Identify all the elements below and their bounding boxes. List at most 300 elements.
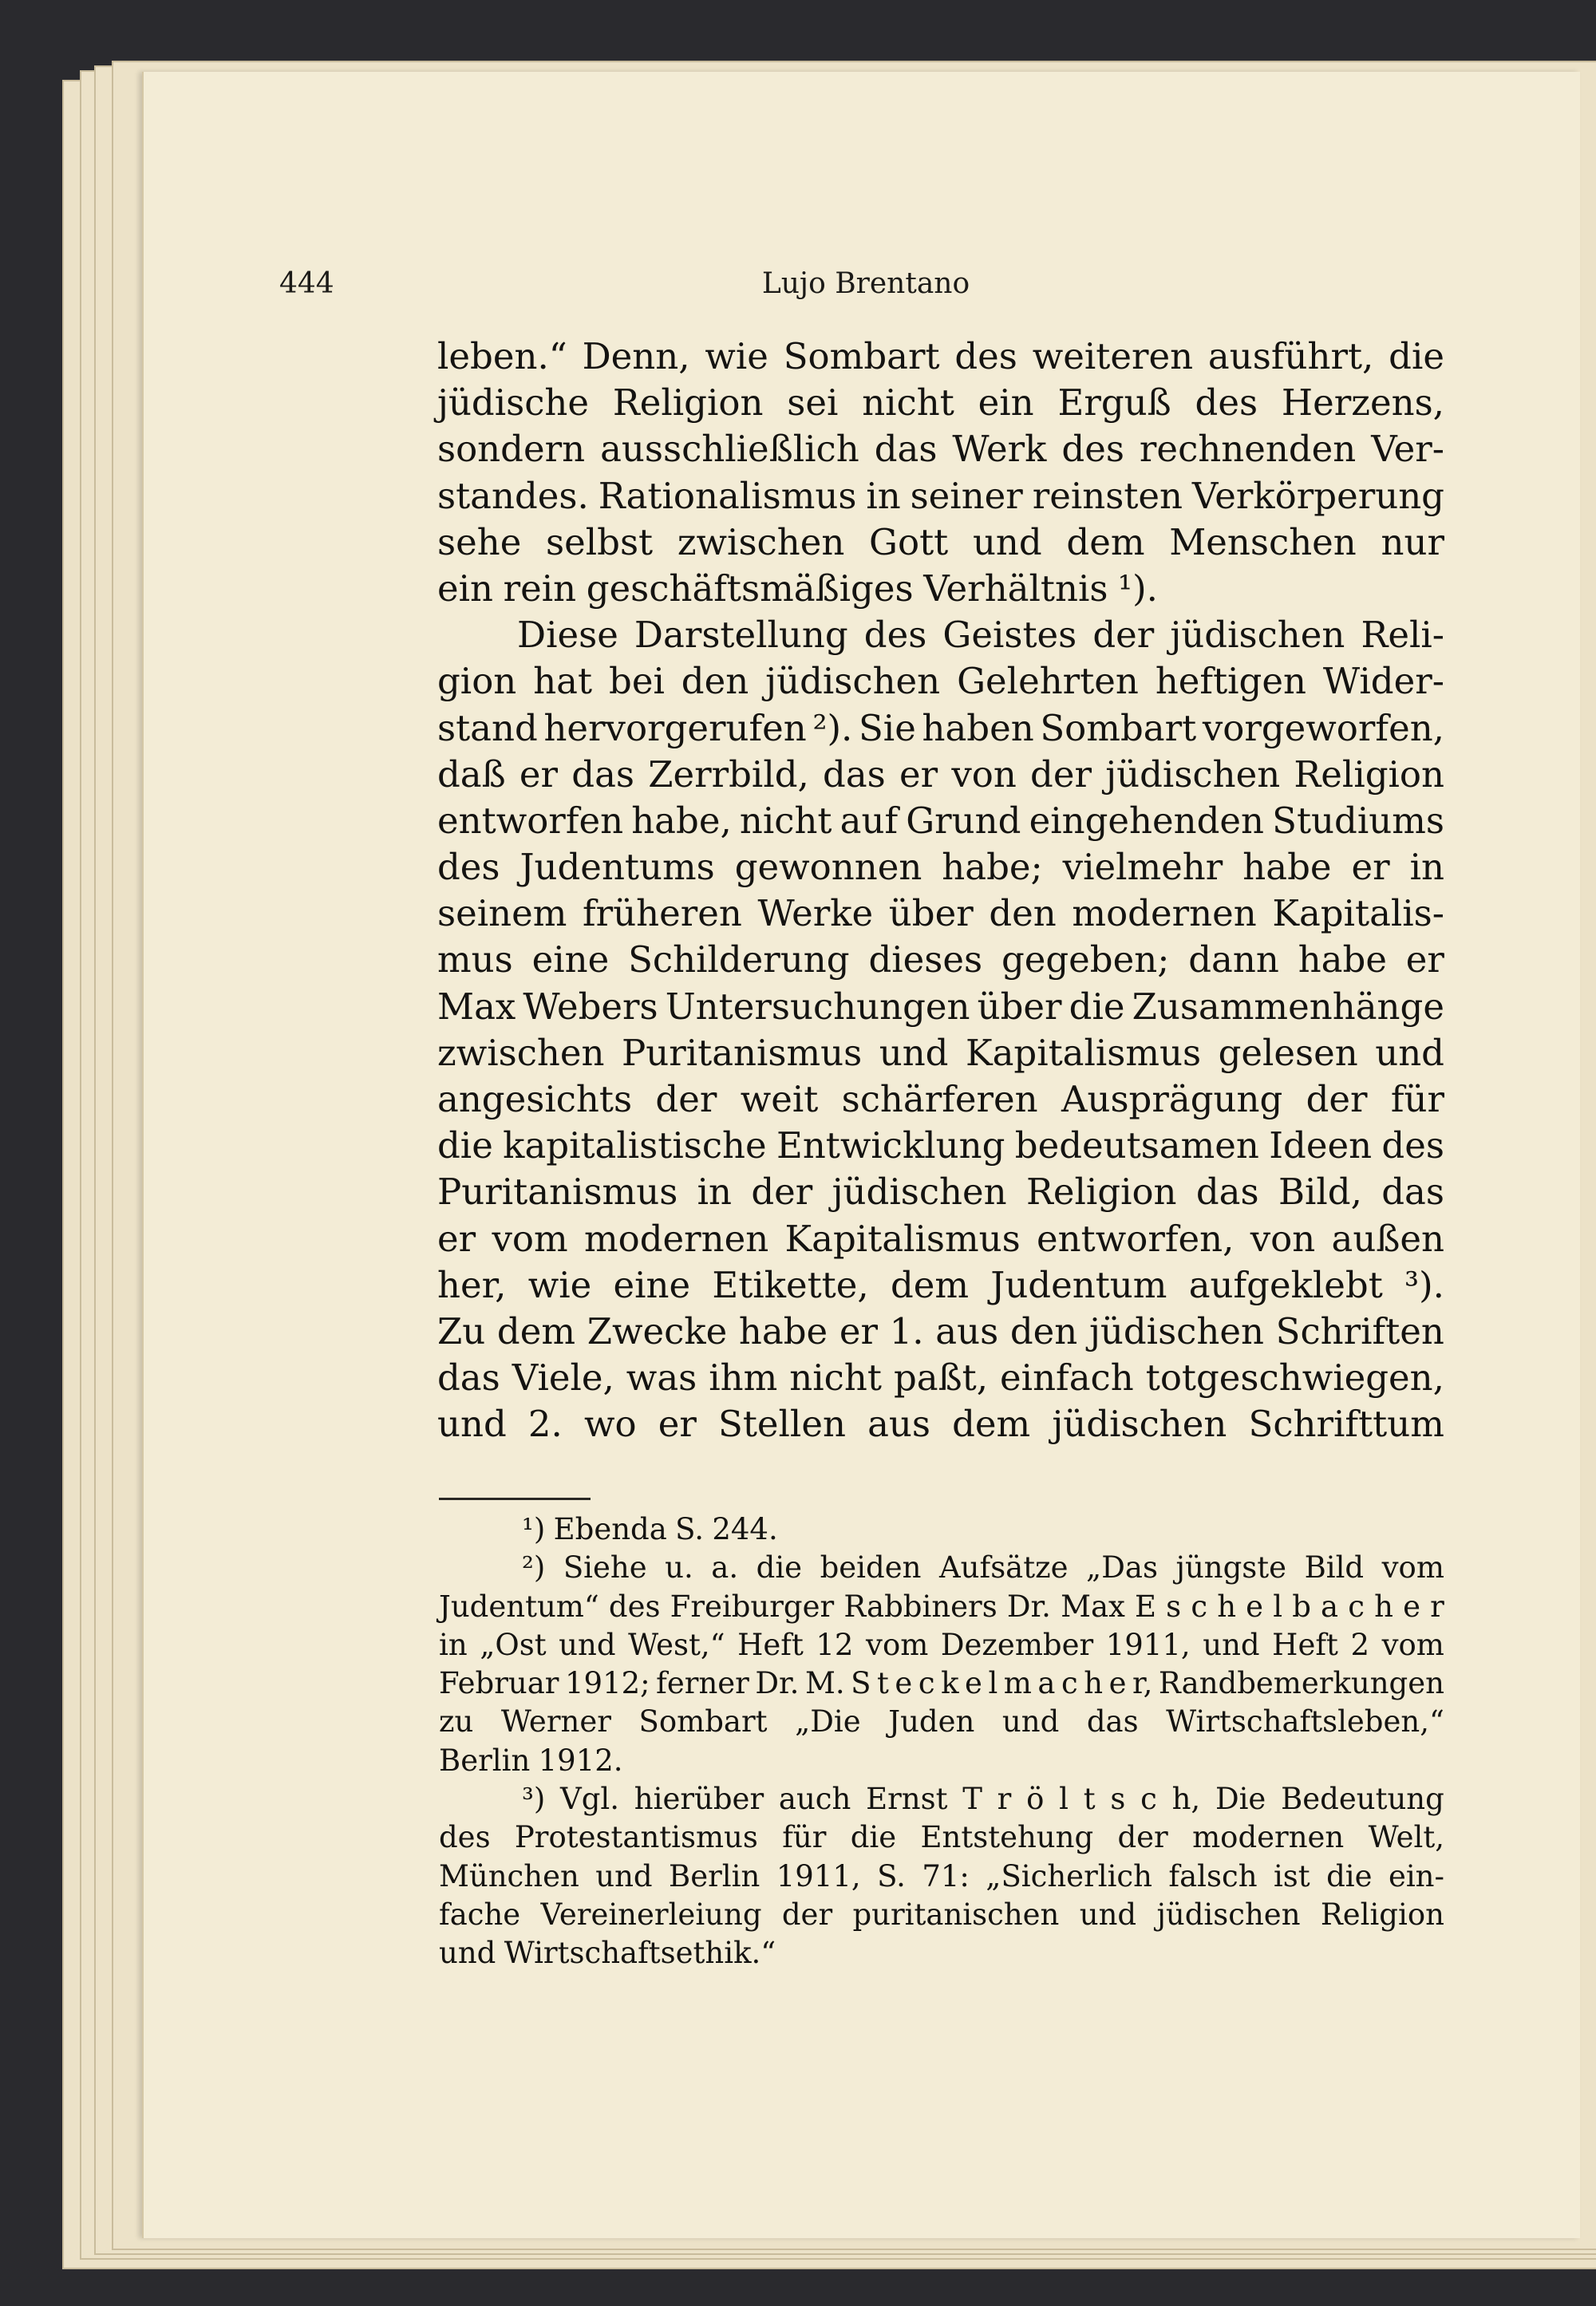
word: gion bbox=[437, 660, 517, 703]
word: Gelehrten bbox=[957, 660, 1139, 703]
word: t bbox=[1083, 1782, 1096, 1817]
word: nicht bbox=[789, 1356, 882, 1400]
word: S. bbox=[675, 1512, 704, 1546]
word: Erguß bbox=[1057, 381, 1171, 424]
footnote-line bbox=[439, 1742, 1444, 1780]
text-line bbox=[437, 1262, 1444, 1309]
word: 12 bbox=[816, 1627, 854, 1662]
word: das bbox=[1195, 1171, 1259, 1214]
word: ein- bbox=[1388, 1858, 1444, 1893]
word: das bbox=[874, 428, 938, 471]
word: dieses bbox=[868, 938, 983, 981]
word: jüdischen bbox=[1170, 614, 1345, 657]
word: von bbox=[1250, 1217, 1316, 1260]
word: aus bbox=[867, 1403, 930, 1446]
word: Siehe bbox=[563, 1550, 647, 1585]
word: der bbox=[781, 1897, 833, 1932]
word: das bbox=[437, 1356, 500, 1400]
text-line bbox=[437, 752, 1444, 798]
word: Geistes bbox=[942, 614, 1077, 657]
word: m bbox=[1003, 1666, 1032, 1701]
word: zwischen bbox=[437, 1031, 605, 1074]
word: dem bbox=[952, 1403, 1031, 1446]
word: des bbox=[954, 335, 1017, 377]
word: Studiums bbox=[1272, 799, 1444, 842]
word: l bbox=[1059, 1782, 1069, 1817]
text-line bbox=[437, 566, 1444, 612]
word: Wirtschaftsethik.“ bbox=[504, 1936, 776, 1971]
word: er bbox=[1405, 938, 1444, 981]
word: „Die bbox=[795, 1704, 861, 1739]
word: Ideen bbox=[1269, 1124, 1373, 1167]
word: Sombart bbox=[638, 1704, 768, 1739]
word: vom bbox=[1381, 1550, 1444, 1585]
word: die bbox=[850, 1820, 897, 1855]
word: Randbemerkungen bbox=[1158, 1666, 1444, 1701]
word: habe bbox=[1298, 938, 1387, 981]
word: jüngste bbox=[1175, 1550, 1287, 1585]
word: Religion bbox=[612, 381, 764, 424]
word: Religion bbox=[1025, 1171, 1177, 1214]
word: des bbox=[1381, 1124, 1444, 1167]
word: Diese bbox=[517, 614, 618, 657]
word: die bbox=[1326, 1858, 1373, 1893]
word: ausführt, bbox=[1207, 335, 1374, 377]
word: ³) bbox=[522, 1782, 546, 1817]
text-line bbox=[437, 658, 1444, 705]
word: s bbox=[1110, 1782, 1126, 1817]
word: Berlin bbox=[669, 1858, 760, 1893]
word: c bbox=[1140, 1782, 1157, 1817]
word: „Das bbox=[1086, 1550, 1158, 1585]
word: dann bbox=[1188, 938, 1279, 981]
word: für bbox=[782, 1820, 827, 1855]
word: Untersuchungen bbox=[665, 985, 970, 1028]
word: dem bbox=[890, 1263, 970, 1306]
word: bei bbox=[609, 660, 665, 703]
word: Zerrbild, bbox=[648, 752, 809, 796]
word: zu bbox=[439, 1704, 474, 1739]
word: in bbox=[439, 1627, 468, 1662]
word: Verkörperung bbox=[1191, 474, 1444, 517]
word: habe, bbox=[631, 799, 732, 842]
word: Heft bbox=[1272, 1627, 1338, 1662]
footnote-line bbox=[439, 1549, 1444, 1587]
word: habe bbox=[738, 1309, 828, 1352]
word: ein bbox=[978, 381, 1034, 424]
word: E bbox=[1135, 1589, 1157, 1624]
word: ihm bbox=[709, 1356, 778, 1400]
word: Juden bbox=[888, 1704, 975, 1739]
word: c bbox=[1191, 1589, 1208, 1624]
word: ausschließlich bbox=[600, 428, 859, 471]
word: habe; bbox=[942, 846, 1043, 889]
word: Berlin bbox=[439, 1743, 531, 1778]
word: bedeutsamen bbox=[1014, 1124, 1259, 1167]
word: das bbox=[1381, 1171, 1444, 1214]
word: Herzens, bbox=[1281, 381, 1444, 424]
word: Verhältnis bbox=[923, 567, 1108, 610]
word: außen bbox=[1331, 1217, 1444, 1260]
word: k bbox=[941, 1666, 959, 1701]
word: Sie bbox=[858, 706, 916, 749]
word: zwischen bbox=[677, 520, 845, 563]
word: dem bbox=[1066, 520, 1145, 563]
word: er bbox=[658, 1403, 697, 1446]
word: der bbox=[1306, 1078, 1368, 1120]
word: Webers bbox=[523, 985, 658, 1028]
word: Zu bbox=[437, 1309, 486, 1352]
text-line bbox=[437, 844, 1444, 890]
word: ¹). bbox=[1118, 567, 1158, 610]
footnote-line bbox=[439, 1818, 1444, 1857]
word: Die bbox=[1215, 1782, 1266, 1817]
word: in bbox=[866, 474, 901, 517]
word: a. bbox=[711, 1550, 739, 1585]
word: vom bbox=[866, 1627, 929, 1662]
word: ³). bbox=[1404, 1263, 1444, 1306]
text-line bbox=[437, 705, 1444, 752]
word: weiteren bbox=[1032, 335, 1194, 377]
word: „Sicherlich bbox=[986, 1858, 1152, 1893]
word: die bbox=[1389, 335, 1444, 377]
word: des bbox=[1195, 381, 1258, 424]
word: entworfen, bbox=[1037, 1217, 1235, 1260]
word: Ausprägung bbox=[1061, 1078, 1283, 1120]
word: Denn, bbox=[582, 335, 690, 377]
running-head bbox=[279, 267, 1444, 307]
word: Ver- bbox=[1371, 428, 1444, 471]
footnote-line bbox=[439, 1664, 1444, 1703]
word: und bbox=[595, 1858, 653, 1893]
word: Etikette, bbox=[712, 1263, 869, 1306]
word: Religion bbox=[1320, 1897, 1444, 1932]
word: stand bbox=[437, 706, 538, 749]
body-text bbox=[437, 334, 1444, 1448]
word: 1912; bbox=[565, 1666, 650, 1701]
word: Menschen bbox=[1169, 520, 1357, 563]
word: a bbox=[1321, 1589, 1339, 1624]
word: und bbox=[972, 520, 1042, 563]
word: München bbox=[439, 1858, 579, 1893]
word: gelesen bbox=[1218, 1031, 1358, 1074]
word: Puritanismus bbox=[437, 1171, 678, 1214]
word: l bbox=[1273, 1589, 1283, 1624]
word: rein bbox=[503, 567, 577, 610]
word: für bbox=[1390, 1078, 1444, 1120]
word: jüdische bbox=[437, 381, 590, 424]
word: e bbox=[1246, 1589, 1264, 1624]
word: das bbox=[571, 752, 634, 796]
word: c bbox=[1061, 1666, 1078, 1701]
text-line bbox=[437, 334, 1444, 380]
word: r bbox=[1430, 1589, 1444, 1624]
word: Bedeutung bbox=[1281, 1782, 1444, 1817]
footnote-line bbox=[439, 1510, 1444, 1549]
word: dem bbox=[496, 1309, 576, 1352]
word: und bbox=[439, 1936, 496, 1971]
word: und bbox=[559, 1627, 616, 1662]
word: Aufsätze bbox=[938, 1550, 1069, 1585]
word: und bbox=[1203, 1627, 1260, 1662]
word: Darstellung bbox=[634, 614, 848, 657]
word: gewonnen bbox=[734, 846, 922, 889]
text-line bbox=[437, 1030, 1444, 1076]
word: schärferen bbox=[841, 1078, 1038, 1120]
footnotes bbox=[439, 1510, 1444, 1973]
word: e bbox=[1403, 1589, 1420, 1624]
word: eine bbox=[531, 938, 610, 981]
word: die bbox=[437, 1124, 493, 1167]
word: weit bbox=[740, 1078, 819, 1120]
word: puritanischen bbox=[852, 1897, 1060, 1932]
word: 1912. bbox=[538, 1743, 623, 1778]
word: über bbox=[888, 892, 974, 935]
word: früheren bbox=[583, 892, 742, 935]
word: angesichts bbox=[437, 1078, 633, 1120]
word: eine bbox=[613, 1263, 691, 1306]
word: das bbox=[823, 752, 886, 796]
word: Rationalismus bbox=[598, 474, 857, 517]
word: in bbox=[1409, 846, 1444, 889]
word: ²). bbox=[812, 706, 853, 749]
word: Vereinerleiung bbox=[540, 1897, 762, 1932]
word: Schriften bbox=[1275, 1309, 1444, 1352]
word: Judentum bbox=[990, 1263, 1167, 1306]
footnote-line bbox=[439, 1858, 1444, 1896]
word: haben bbox=[922, 706, 1034, 749]
word: Reli- bbox=[1361, 614, 1444, 657]
text-line bbox=[437, 1401, 1444, 1447]
word: Gott bbox=[869, 520, 949, 563]
word: Februar bbox=[439, 1666, 559, 1701]
word: hat bbox=[533, 660, 593, 703]
word: Puritanismus bbox=[621, 1031, 863, 1074]
word: e bbox=[1108, 1666, 1127, 1701]
word: in bbox=[697, 1171, 732, 1214]
word: ¹) bbox=[522, 1512, 546, 1546]
word: entworfen bbox=[437, 799, 624, 842]
word: den bbox=[681, 660, 749, 703]
word: modernen bbox=[1072, 892, 1257, 935]
text-line bbox=[437, 426, 1444, 472]
word: Dr. bbox=[755, 1666, 800, 1701]
text-line bbox=[437, 937, 1444, 983]
word: ein bbox=[437, 567, 494, 610]
word: und bbox=[1001, 1704, 1060, 1739]
word: und bbox=[879, 1031, 949, 1074]
word: und bbox=[437, 1403, 507, 1446]
word: und bbox=[1079, 1897, 1137, 1932]
word: „Ost bbox=[480, 1627, 547, 1662]
word: heftigen bbox=[1155, 660, 1306, 703]
word: standes. bbox=[437, 474, 589, 517]
word: Wider- bbox=[1322, 660, 1444, 703]
word: auch bbox=[778, 1782, 851, 1817]
text-line bbox=[437, 1169, 1444, 1215]
word: wo bbox=[583, 1403, 637, 1446]
word: Judentum“ bbox=[439, 1589, 599, 1624]
word: der bbox=[1117, 1820, 1168, 1855]
word: beiden bbox=[820, 1550, 922, 1585]
text-line bbox=[437, 473, 1444, 519]
word: 2 bbox=[1350, 1627, 1370, 1662]
word: Sombart bbox=[783, 335, 940, 377]
word: die bbox=[1069, 985, 1125, 1028]
footnote-line bbox=[439, 1780, 1444, 1818]
word: von bbox=[951, 752, 1017, 796]
word: ferner bbox=[656, 1666, 749, 1701]
word: er bbox=[839, 1309, 878, 1352]
word: fache bbox=[439, 1897, 521, 1932]
word: aus bbox=[935, 1309, 999, 1352]
word: leben.“ bbox=[437, 335, 567, 377]
running-title: Lujo Brentano bbox=[761, 267, 970, 300]
word: Max bbox=[1061, 1589, 1125, 1624]
word: seiner bbox=[910, 474, 1023, 517]
word: jüdischen bbox=[832, 1171, 1007, 1214]
word: Schrifttum bbox=[1248, 1403, 1444, 1446]
word: b bbox=[1292, 1589, 1311, 1624]
word: ö bbox=[1026, 1782, 1045, 1817]
word: sondern bbox=[437, 428, 586, 471]
word: 1911, bbox=[1105, 1627, 1191, 1662]
word: vorgeworfen, bbox=[1202, 706, 1444, 749]
word: ²) bbox=[522, 1550, 546, 1585]
word: wie bbox=[705, 335, 768, 377]
word: totgeschwiegen, bbox=[1145, 1356, 1444, 1400]
word: selbst bbox=[546, 520, 654, 563]
word: sehe bbox=[437, 520, 522, 563]
word: nicht bbox=[862, 381, 954, 424]
word: des bbox=[437, 846, 500, 889]
word: des bbox=[863, 614, 927, 657]
footnote-line bbox=[439, 1934, 1444, 1972]
word: Welt, bbox=[1368, 1820, 1444, 1855]
word: c bbox=[1348, 1589, 1365, 1624]
word: aufgeklebt bbox=[1188, 1263, 1383, 1306]
word: daß bbox=[437, 752, 506, 796]
word: modernen bbox=[1192, 1820, 1345, 1855]
word: h bbox=[1374, 1589, 1393, 1624]
word: paßt, bbox=[893, 1356, 989, 1400]
word: was bbox=[626, 1356, 697, 1400]
word: Kapitalismus bbox=[965, 1031, 1202, 1074]
word: wie bbox=[527, 1263, 592, 1306]
word: her, bbox=[437, 1263, 507, 1306]
word: und bbox=[1375, 1031, 1444, 1074]
word: Rabbiners bbox=[843, 1589, 998, 1624]
word: e bbox=[895, 1666, 913, 1701]
text-line bbox=[437, 519, 1444, 566]
text-line bbox=[437, 380, 1444, 426]
word: M. bbox=[804, 1666, 845, 1701]
word: Sombart bbox=[1040, 706, 1197, 749]
word: h bbox=[1084, 1666, 1104, 1701]
word: vielmehr bbox=[1062, 846, 1223, 889]
word: Entstehung bbox=[920, 1820, 1094, 1855]
word: Schilderung bbox=[628, 938, 850, 981]
word: Kapitalismus bbox=[784, 1217, 1021, 1260]
word: e bbox=[965, 1666, 982, 1701]
word: er bbox=[1351, 846, 1390, 889]
word: der bbox=[655, 1078, 717, 1120]
word: vom bbox=[492, 1217, 568, 1260]
text-line bbox=[437, 1309, 1444, 1355]
word: t bbox=[877, 1666, 889, 1701]
word: r bbox=[997, 1782, 1012, 1817]
word: Entwicklung bbox=[776, 1124, 1005, 1167]
footnote-line bbox=[439, 1896, 1444, 1934]
word: er bbox=[899, 752, 938, 796]
word: Werner bbox=[500, 1704, 611, 1739]
word: Wirtschaftsleben,“ bbox=[1166, 1704, 1444, 1739]
word: der bbox=[751, 1171, 813, 1214]
word: der bbox=[1030, 752, 1092, 796]
word: Bild, bbox=[1278, 1171, 1362, 1214]
word: T bbox=[962, 1782, 982, 1817]
word: 1. bbox=[889, 1309, 924, 1352]
footnote-line bbox=[439, 1703, 1444, 1741]
word: jüdischen bbox=[1052, 1403, 1227, 1446]
word: den bbox=[989, 892, 1057, 935]
word: S bbox=[851, 1666, 871, 1701]
word: Viele, bbox=[512, 1356, 614, 1400]
word: jüdischen bbox=[765, 660, 941, 703]
word: den bbox=[1009, 1309, 1078, 1352]
word: 71: bbox=[922, 1858, 970, 1893]
word: h, bbox=[1171, 1782, 1201, 1817]
word: Dezember bbox=[940, 1627, 1094, 1662]
footnote-line bbox=[439, 1588, 1444, 1626]
word: einfach bbox=[1000, 1356, 1134, 1400]
word: falsch bbox=[1168, 1858, 1258, 1893]
page-number: 444 bbox=[279, 267, 334, 300]
word: das bbox=[1086, 1704, 1139, 1739]
word: des bbox=[439, 1820, 491, 1855]
word: Protestantismus bbox=[514, 1820, 758, 1855]
word: kapitalistische bbox=[503, 1124, 767, 1167]
word: Max bbox=[437, 985, 516, 1028]
footnote-rule bbox=[439, 1498, 591, 1500]
word: jüdischen bbox=[1156, 1897, 1301, 1932]
word: Ebenda bbox=[553, 1512, 667, 1546]
text-line bbox=[437, 798, 1444, 844]
word: er bbox=[519, 752, 559, 796]
word: a bbox=[1037, 1666, 1056, 1701]
word: r, bbox=[1132, 1666, 1153, 1701]
text-line bbox=[437, 1123, 1444, 1169]
word: auf bbox=[839, 799, 899, 842]
text-line bbox=[437, 612, 1444, 658]
word: gegeben; bbox=[1001, 938, 1170, 981]
word: vom bbox=[1381, 1627, 1444, 1662]
word: 244. bbox=[712, 1512, 778, 1546]
word: Bild bbox=[1304, 1550, 1365, 1585]
word: der bbox=[1092, 614, 1155, 657]
word: jüdischen bbox=[1105, 752, 1281, 796]
word: l bbox=[988, 1666, 998, 1701]
word: Judentums bbox=[519, 846, 715, 889]
word: mus bbox=[437, 938, 513, 981]
footnote-line bbox=[439, 1626, 1444, 1664]
word: 2. bbox=[527, 1403, 563, 1446]
word: sei bbox=[787, 381, 839, 424]
word: Stellen bbox=[718, 1403, 846, 1446]
word: jüdischen bbox=[1088, 1309, 1264, 1352]
word: Zusammenhänge bbox=[1132, 985, 1444, 1028]
word: h bbox=[1217, 1589, 1237, 1624]
